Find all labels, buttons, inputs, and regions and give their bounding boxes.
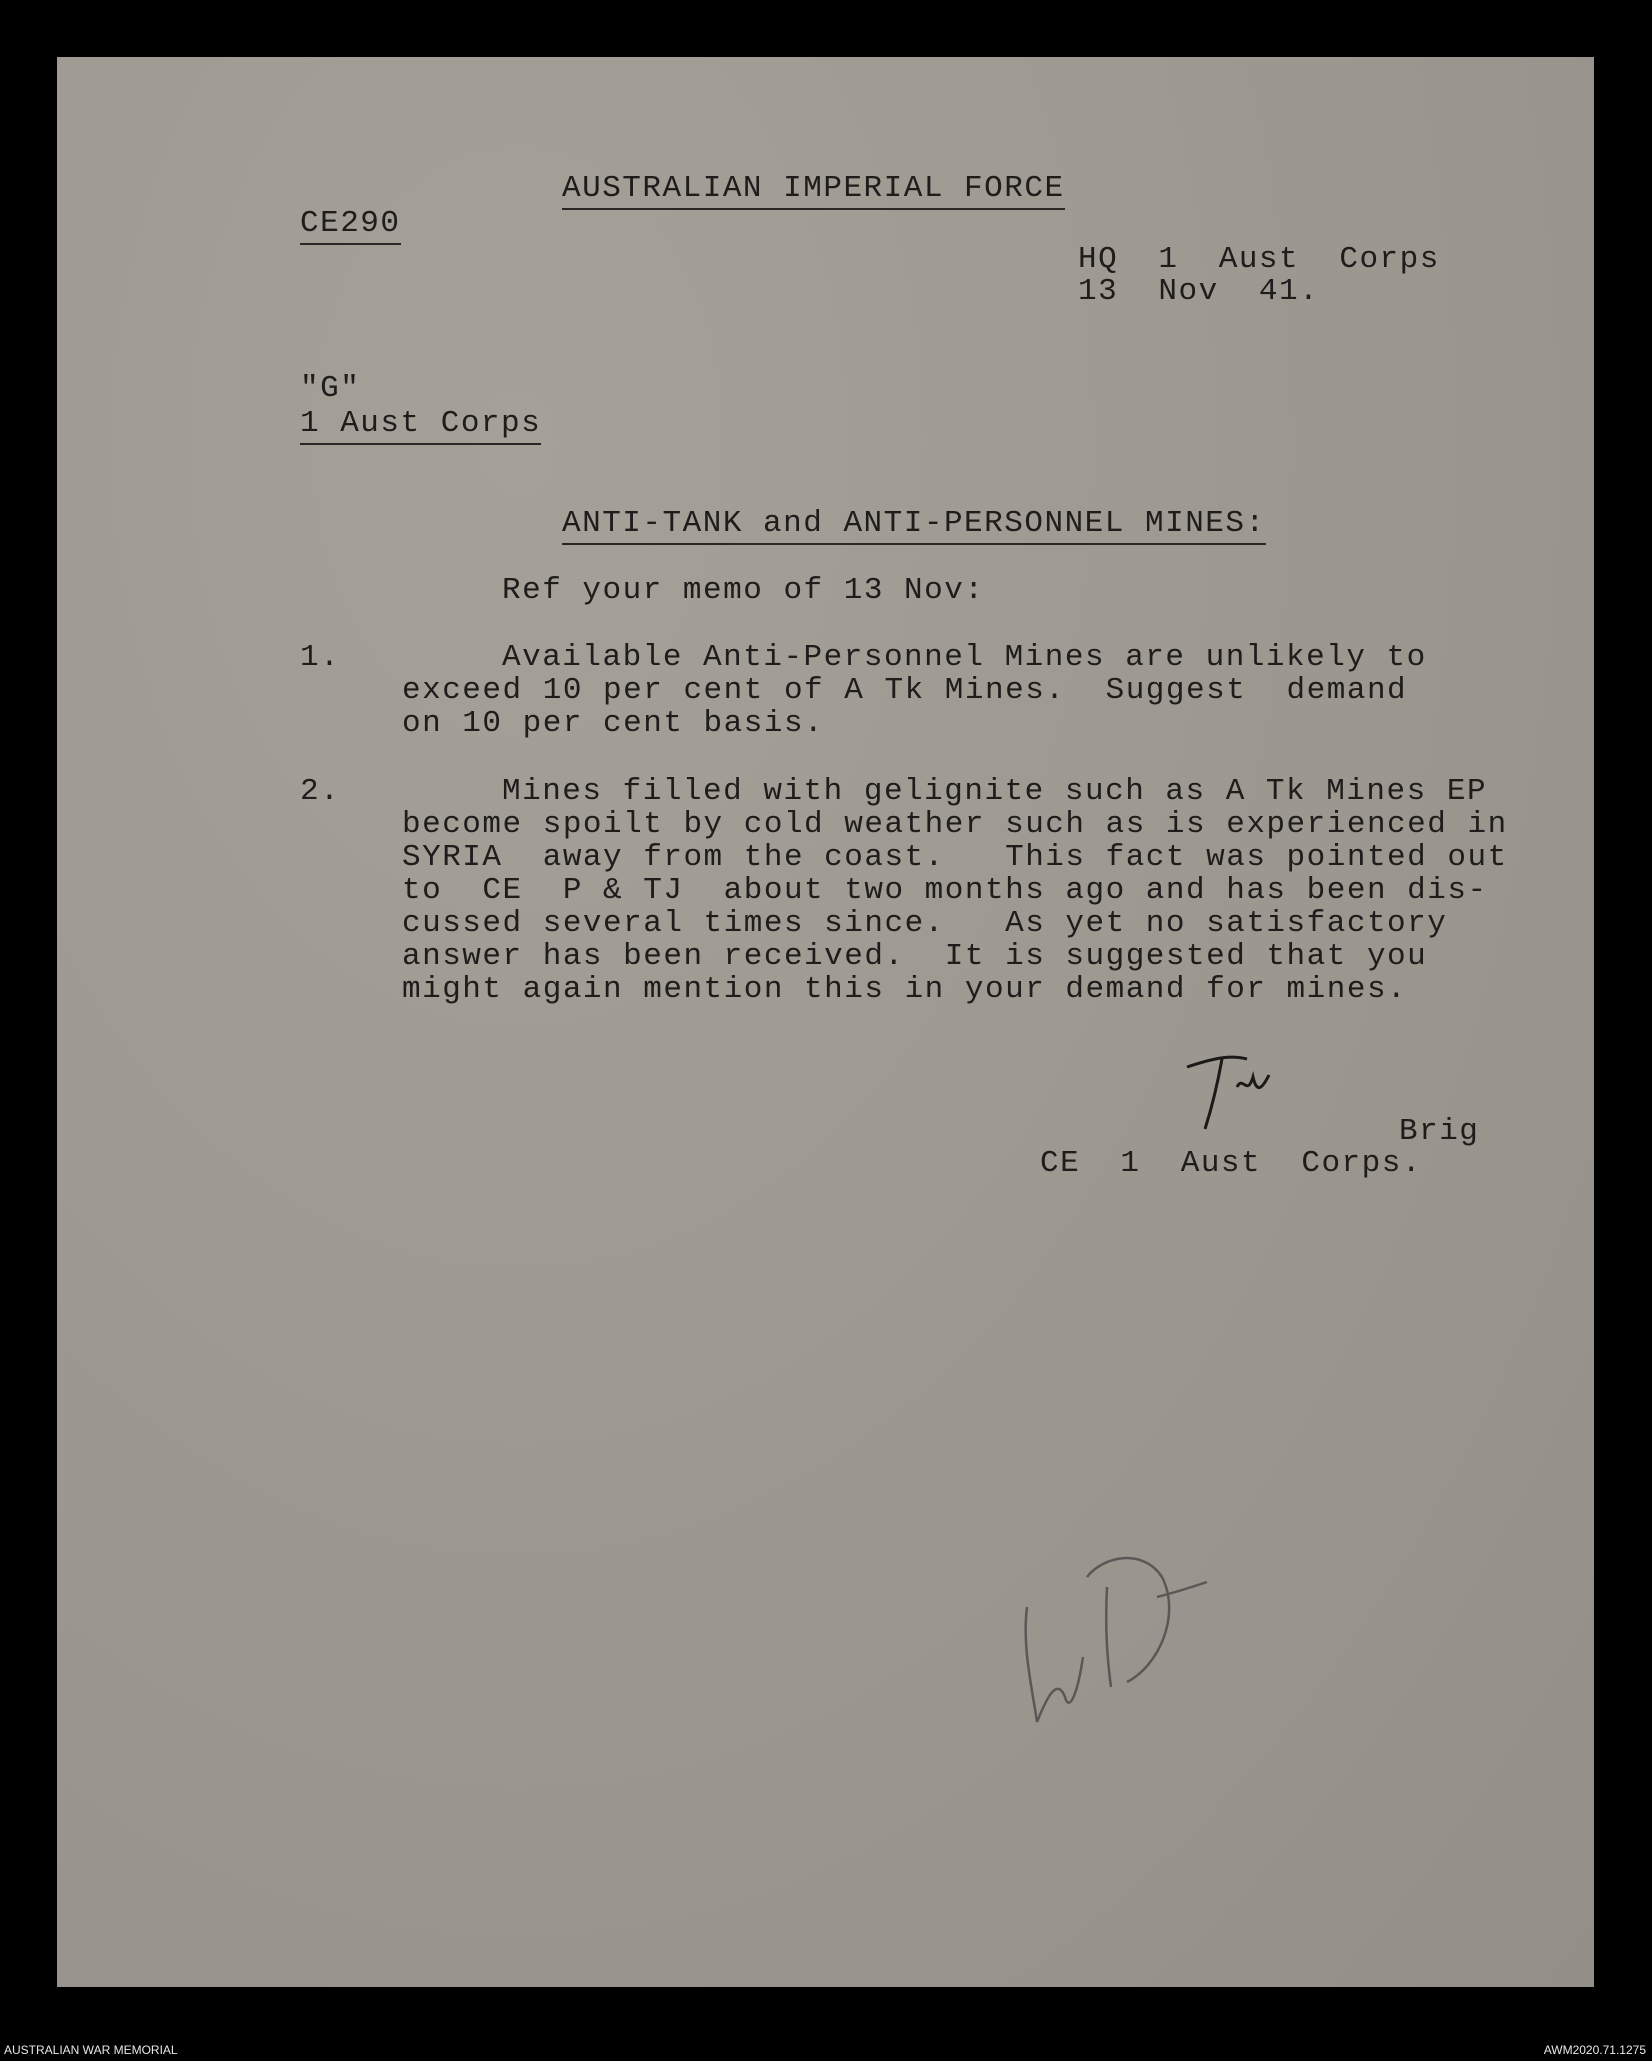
paragraph-line: to CE P & TJ about two months ago and has been dis- — [402, 873, 1488, 908]
subject-heading: ANTI-TANK and ANTI-PERSONNEL MINES: — [562, 507, 1266, 545]
document-title: AUSTRALIAN IMPERIAL FORCE — [562, 172, 1065, 210]
handwritten-initials — [1177, 1047, 1287, 1137]
paragraph-line: SYRIA away from the coast. This fact was pointed out — [402, 840, 1508, 875]
paragraph-line: Available Anti-Personnel Mines are unlikely to — [502, 640, 1427, 675]
paragraph-line: cussed several times since. As yet no satisfactory — [402, 906, 1448, 941]
paragraph-number: 1. — [300, 640, 341, 675]
signature-rank: Brig — [1399, 1114, 1480, 1149]
addressee-line-2: 1 Aust Corps — [300, 407, 541, 445]
paragraph-line: answer has been received. It is suggested that you — [402, 939, 1428, 974]
sender-line-1: HQ 1 Aust Corps — [1078, 242, 1440, 277]
addressee-line-1: "G" — [300, 371, 361, 406]
document-page — [57, 57, 1594, 1987]
reference-number: CE290 — [300, 207, 401, 245]
date-line: 13 Nov 41. — [1078, 274, 1320, 309]
paragraph-line: might again mention this in your demand for mines. — [402, 972, 1408, 1007]
paragraph-line: Mines filled with gelignite such as A Tk Mines EP — [502, 774, 1488, 809]
paragraph-number: 2. — [300, 774, 341, 809]
paragraph-line: become spoilt by cold weather such as is experienced in — [402, 807, 1508, 842]
footer-right: AWM2020.71.1275 — [1543, 2043, 1646, 2057]
footer-left: AUSTRALIAN WAR MEMORIAL — [4, 2043, 178, 2057]
reference-line: Ref your memo of 13 Nov: — [502, 573, 985, 608]
paragraph-line: on 10 per cent basis. — [402, 706, 825, 741]
paragraph-line: exceed 10 per cent of A Tk Mines. Suggest demand — [402, 673, 1408, 708]
pencil-annotation — [1007, 1547, 1247, 1747]
signature-title: CE 1 Aust Corps. — [1040, 1146, 1422, 1181]
